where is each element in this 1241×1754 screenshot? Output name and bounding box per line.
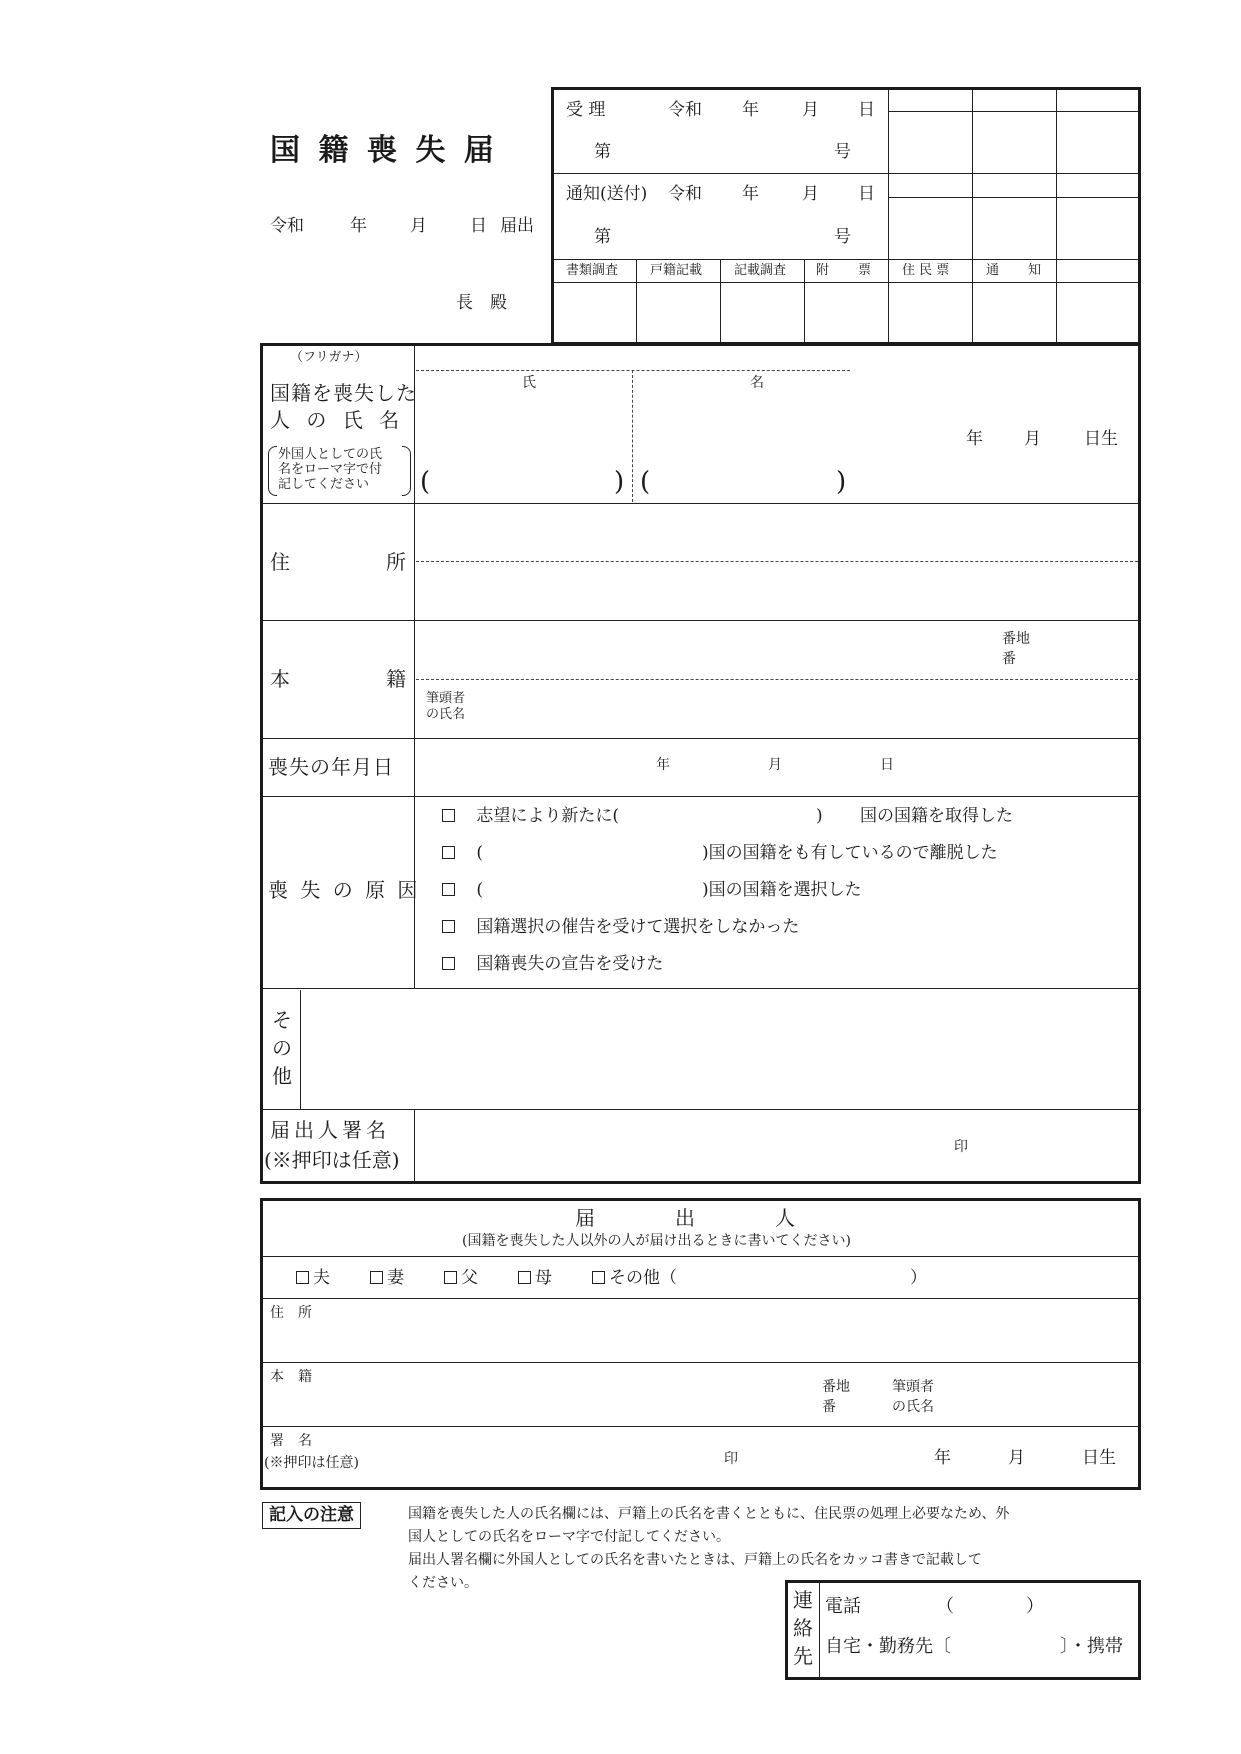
birth-month: 月 [1024, 429, 1041, 449]
notify-month: 月 [802, 184, 819, 204]
honseki-head-line2: の氏名 [426, 707, 466, 722]
contact-label-1: 連 [793, 1588, 813, 1612]
notifier-seal: 印 [724, 1451, 738, 1467]
contact-box [785, 1580, 1141, 1680]
romaji-note-line3: 記してください [278, 477, 370, 492]
check-header-record-check: 記載調査 [734, 263, 787, 278]
notifier-sign-label: 署 名 [270, 1433, 312, 1449]
relation-mother[interactable]: 母 [518, 1270, 552, 1287]
honseki-label-a: 本 [270, 667, 290, 691]
other-label-3: 他 [272, 1064, 292, 1088]
honseki-banchi: 番地 [1002, 631, 1030, 647]
loss-day: 日 [880, 757, 894, 773]
birth-year: 年 [966, 429, 983, 449]
name-label-line1: 国籍を喪失した [270, 381, 417, 405]
notifier-sign-note: (※押印は任意) [264, 1455, 359, 1471]
receipt-dai: 第 [594, 142, 611, 162]
notifier-birth-month: 月 [1008, 1448, 1025, 1468]
contact-phone-parens: （ ） [936, 1596, 1044, 1617]
contact-phone-label: 電話 [825, 1596, 861, 1617]
notify-gou: 号 [834, 227, 851, 247]
office-use-box [551, 87, 1141, 345]
romaji-note-line2: 名をローマ字で付 [278, 462, 383, 477]
romaji-note [268, 446, 412, 496]
cause-option-1[interactable]: 志望により新たに( ) 国の国籍を取得した [442, 808, 619, 825]
receipt-era: 令和 [668, 100, 702, 120]
notes-line3: 届出人署名欄に外国人としての氏名を書いたときは、戸籍上の氏名をカッコ書きで記載して [408, 1552, 982, 1568]
receipt-gou: 号 [834, 142, 851, 162]
checkbox[interactable] [442, 809, 455, 822]
signature-seal: 印 [954, 1139, 968, 1155]
honseki-label-b: 籍 [386, 667, 406, 691]
cause-option-4[interactable]: 国籍選択の催告を受けて選択をしなかった [442, 919, 799, 936]
honseki-ban: 番 [1002, 651, 1016, 667]
signature-label-line1: 届出人署名 [270, 1118, 390, 1142]
given-romaji-close: ) [836, 467, 847, 497]
receipt-month: 月 [802, 100, 819, 120]
relation-husband[interactable]: 夫 [296, 1270, 330, 1287]
surname-label: 氏 [522, 375, 536, 391]
notifier-head-line2: の氏名 [892, 1399, 934, 1415]
checkbox[interactable] [442, 920, 455, 933]
form-title: 国 籍 喪 失 届 [270, 133, 498, 168]
notifier-title: 届 出 人 [575, 1206, 795, 1230]
contact-home-work: 自宅・勤務先〔 [825, 1636, 951, 1657]
notify-era: 令和 [668, 184, 702, 204]
notifier-banchi: 番地 [822, 1379, 850, 1395]
loss-month: 月 [768, 757, 782, 773]
loss-date-label: 喪失の年月日 [268, 755, 394, 779]
notifier-ban: 番 [822, 1399, 836, 1415]
notify-dai: 第 [594, 227, 611, 247]
notifier-honseki-label: 本 籍 [270, 1369, 312, 1385]
check-header-documents: 書類調査 [566, 263, 619, 278]
submission-suffix: 届出 [500, 216, 534, 236]
contact-label-3: 先 [793, 1644, 813, 1668]
relation-other-close: ） [910, 1268, 927, 1288]
birth-day: 日生 [1084, 429, 1118, 449]
notify-year: 年 [742, 184, 759, 204]
addressee: 長 殿 [456, 293, 507, 313]
furigana-label: （フリガナ） [290, 350, 368, 365]
relation-wife[interactable]: 妻 [370, 1270, 404, 1287]
honseki-head-line1: 筆頭者 [426, 691, 466, 706]
notes-heading: 記入の注意 [262, 1502, 361, 1529]
receipt-year: 年 [742, 100, 759, 120]
notifier-birth-year: 年 [934, 1448, 951, 1468]
cause-option-2[interactable]: ( )国の国籍をも有しているので離脱した [442, 845, 483, 862]
notifier-birth-day: 日生 [1082, 1448, 1116, 1468]
address-label-b: 所 [386, 550, 406, 574]
checkbox[interactable] [518, 1271, 531, 1284]
notes-line2: 国人としての氏名をローマ字で付記してください。 [408, 1529, 730, 1545]
surname-romaji-open: ( [420, 467, 431, 497]
checkbox[interactable] [442, 883, 455, 896]
receipt-day: 日 [858, 100, 875, 120]
notify-day: 日 [858, 184, 875, 204]
checkbox[interactable] [442, 846, 455, 859]
checkbox[interactable] [370, 1271, 383, 1284]
address-label-a: 住 [270, 550, 290, 574]
cause-label: 喪 失 の 原 因 [268, 878, 421, 902]
contact-label-2: 絡 [793, 1616, 813, 1640]
contact-mobile: 〕・携帯 [1060, 1636, 1123, 1657]
relation-father[interactable]: 父 [444, 1270, 478, 1287]
surname-romaji-close: ) [614, 467, 625, 497]
notifier-subtitle: (国籍を喪失した人以外の人が届け出るときに書いてください) [462, 1233, 851, 1249]
check-header-resident: 住 民 票 [902, 263, 950, 278]
notifier-address-label: 住 所 [270, 1305, 312, 1321]
check-header-attached: 附 票 [816, 263, 880, 278]
name-label-line2: 人 の 氏 名 [270, 408, 405, 432]
cause-option-5[interactable]: 国籍喪失の宣告を受けた [442, 956, 663, 973]
submission-month: 月 [410, 216, 427, 236]
checkbox[interactable] [592, 1271, 605, 1284]
notes-line4: ください。 [408, 1575, 478, 1591]
submission-era: 令和 [270, 216, 304, 236]
given-name-label: 名 [750, 375, 764, 391]
checkbox[interactable] [444, 1271, 457, 1284]
check-header-notice: 通 知 [986, 263, 1050, 278]
notes-line1: 国籍を喪失した人の氏名欄には、戸籍上の氏名を書くとともに、住民票の処理上必要なため、外 [408, 1506, 1010, 1522]
signature-label-line2: (※押印は任意) [264, 1148, 400, 1172]
submission-day: 日 [470, 216, 487, 236]
other-label-1: そ [272, 1008, 292, 1032]
other-label-2: の [272, 1036, 292, 1060]
given-romaji-open: ( [640, 467, 651, 497]
submission-year: 年 [350, 216, 367, 236]
romaji-note-line1: 外国人としての氏 [278, 447, 383, 462]
notify-label: 通知(送付) [566, 184, 648, 204]
checkbox[interactable] [296, 1271, 309, 1284]
receipt-label: 受 理 [566, 100, 606, 120]
checkbox[interactable] [442, 957, 455, 970]
relation-other[interactable]: その他（ [592, 1270, 677, 1287]
notifier-head-line1: 筆頭者 [892, 1379, 934, 1395]
loss-year: 年 [656, 757, 670, 773]
cause-option-3[interactable]: ( )国の国籍を選択した [442, 882, 483, 899]
check-header-family-register: 戸籍記載 [650, 263, 703, 278]
